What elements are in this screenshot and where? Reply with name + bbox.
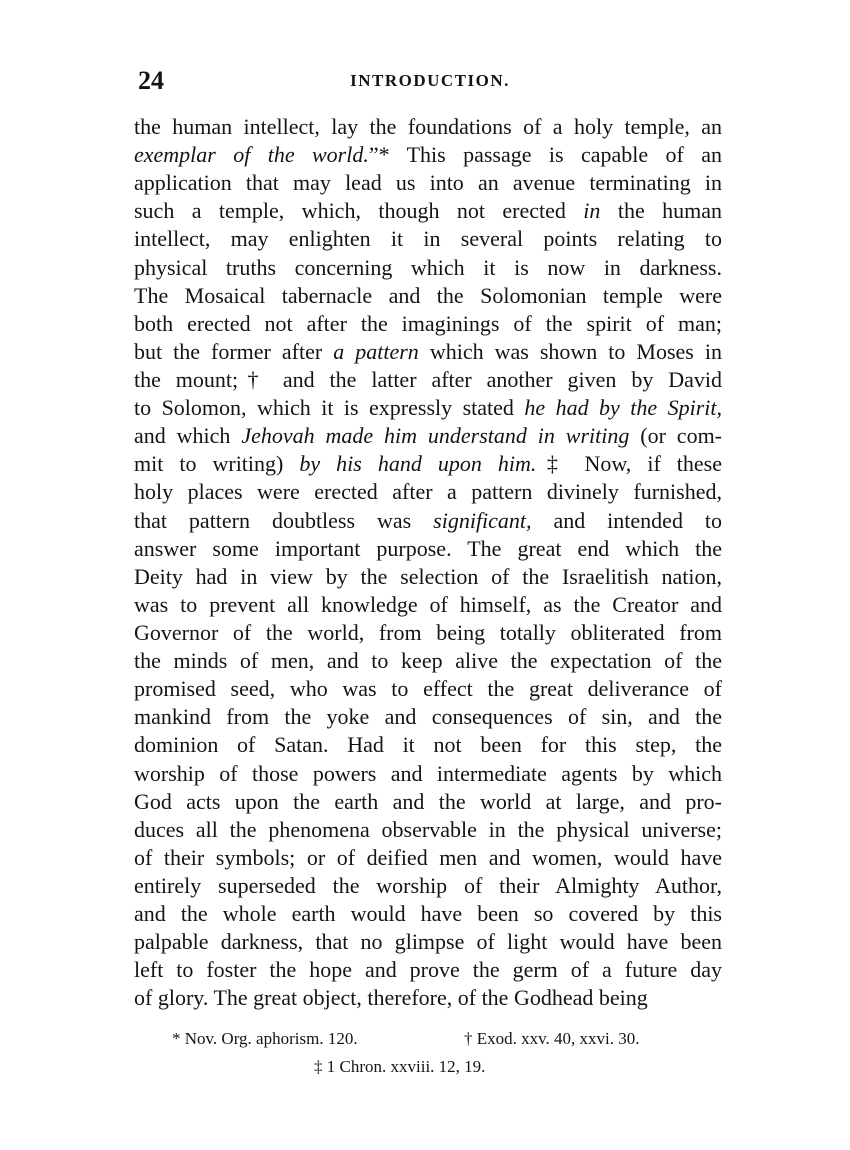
text-segment: both erected not after the imaginings of the spirit of man; <box>134 310 722 336</box>
text-segment: the mount;† and the latter after another given by David <box>134 366 722 392</box>
italic-text: significant, <box>433 507 532 533</box>
text-line <box>134 478 722 506</box>
text-line <box>134 225 722 253</box>
text-segment: entirely superseded the worship of their Almighty Author, <box>134 872 722 898</box>
text-line <box>134 338 722 366</box>
text-line <box>134 647 722 675</box>
footnote-2: † Exod. xxv. 40, xxvi. 30. <box>464 1029 640 1048</box>
text-line <box>134 535 722 563</box>
text-line <box>134 844 722 872</box>
text-line <box>134 141 722 169</box>
page-number: 24 <box>138 66 164 95</box>
page-header <box>138 66 722 96</box>
text-line <box>134 703 722 731</box>
text-segment: and the whole earth would have been so covered by this <box>134 901 722 927</box>
text-segment: ‡ Now, if these <box>536 451 722 477</box>
body-text <box>134 113 722 1013</box>
italic-text: in <box>583 198 601 224</box>
text-segment: Deity had in view by the selection of the Israelitish nation, <box>134 563 722 589</box>
text-line <box>134 619 722 647</box>
italic-text: he had by the Spirit, <box>524 395 722 421</box>
text-segment: but the former after <box>134 338 334 364</box>
text-line <box>134 282 722 310</box>
text-segment: holy places were erected after a pattern divinely furnished, <box>134 479 722 505</box>
text-line <box>134 422 722 450</box>
text-segment: mit to writing) <box>134 451 300 477</box>
text-segment: the minds of men, and to keep alive the expectation of the <box>134 648 722 674</box>
footnote-1: * Nov. Org. aphorism. 120. <box>172 1029 358 1048</box>
text-segment: dominion of Satan. Had it not been for this step, the <box>134 732 722 758</box>
text-segment: and intended to <box>531 507 722 533</box>
text-line <box>134 450 722 478</box>
text-segment: application that may lead us into an avenue terminating in <box>134 170 722 196</box>
text-line <box>134 675 722 703</box>
italic-text: Jehovah made him understand in writing <box>241 423 630 449</box>
text-line <box>134 394 722 422</box>
text-line <box>134 816 722 844</box>
text-line <box>134 760 722 788</box>
text-line <box>134 984 722 1012</box>
text-line <box>134 507 722 535</box>
italic-text: a pattern <box>333 338 419 364</box>
text-segment: of glory. The great object, therefore, of the Godhead being <box>134 985 648 1011</box>
text-segment: the human intellect, lay the foundations of a holy temple, an <box>134 114 722 139</box>
text-line <box>134 928 722 956</box>
text-segment: and which <box>134 423 242 449</box>
text-line <box>134 591 722 619</box>
text-segment: (or com- <box>629 423 722 449</box>
text-line <box>134 366 722 394</box>
text-segment: ”* This passage is capable of an <box>368 142 722 168</box>
running-title: INTRODUCTION. <box>350 71 510 90</box>
text-segment: promised seed, who was to effect the great deliverance of <box>134 676 722 702</box>
text-segment: God acts upon the earth and the world at large, and pro- <box>134 788 722 814</box>
text-segment: was to prevent all knowledge of himself, as the Creator and <box>134 591 722 617</box>
text-segment: which was shown to Moses in <box>418 338 722 364</box>
text-line <box>134 310 722 338</box>
text-segment: mankind from the yoke and consequences of sin, and the <box>134 704 722 730</box>
text-segment: physical truths concerning which it is now in darkness. <box>134 254 722 280</box>
text-segment: palpable darkness, that no glimpse of light would have been <box>134 929 722 955</box>
text-line <box>134 731 722 759</box>
text-segment: to Solomon, which it is expressly stated <box>134 395 525 421</box>
footnotes <box>134 1025 722 1081</box>
text-line <box>134 113 722 141</box>
text-segment: the human <box>600 198 722 224</box>
italic-text: exemplar of the world. <box>134 142 369 168</box>
text-line <box>134 254 722 282</box>
text-line <box>134 900 722 928</box>
text-segment: worship of those powers and intermediate agents by which <box>134 760 722 786</box>
text-segment: that pattern doubtless was <box>134 507 434 533</box>
italic-text: by his hand upon him. <box>299 451 537 477</box>
text-segment: left to foster the hope and prove the germ of a future day <box>134 957 722 983</box>
text-line <box>134 197 722 225</box>
text-segment: answer some important purpose. The great end which the <box>134 535 722 561</box>
text-segment: Governor of the world, from being totally obliterated from <box>134 619 722 645</box>
text-line <box>134 956 722 984</box>
text-segment: duces all the phenomena observable in the physical universe; <box>134 816 722 842</box>
text-segment: The Mosaical tabernacle and the Solomonian temple were <box>134 282 722 308</box>
text-line <box>134 169 722 197</box>
text-segment: of their symbols; or of deified men and women, would have <box>134 844 722 870</box>
text-segment: intellect, may enlighten it in several points relating to <box>134 226 722 252</box>
text-line <box>134 872 722 900</box>
text-line <box>134 788 722 816</box>
text-segment: such a temple, which, though not erected <box>134 198 584 224</box>
text-line <box>134 563 722 591</box>
footnote-3: ‡ 1 Chron. xxviii. 12, 19. <box>314 1057 486 1076</box>
